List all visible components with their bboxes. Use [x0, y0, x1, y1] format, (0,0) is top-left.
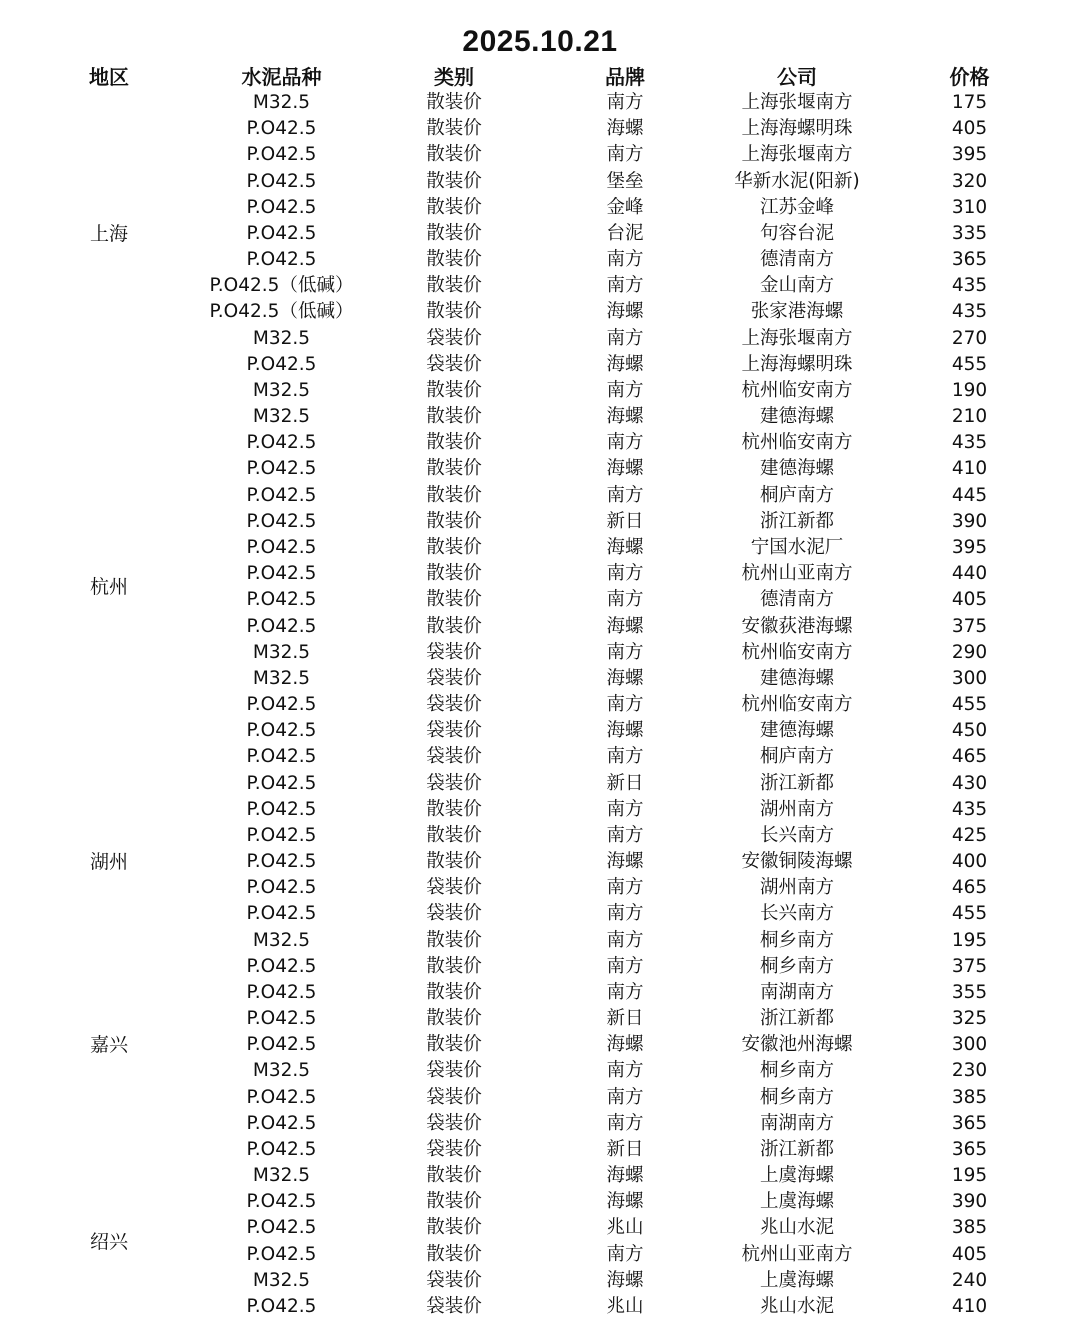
type-cell: 散装价 [426, 615, 482, 637]
type-cell: 袋装价 [426, 1138, 482, 1160]
brand-cell: 新日 [606, 1008, 644, 1030]
brand-cell: 南方 [606, 92, 644, 114]
price-cell: 390 [951, 1191, 988, 1213]
type-cell: 袋装价 [426, 1269, 482, 1291]
variety-cell: P.O42.5（低碱） [209, 275, 354, 297]
header-company: 公司 [777, 65, 817, 89]
company-cell: 建德海螺 [759, 667, 834, 689]
variety-cell: M32.5 [252, 1060, 311, 1082]
company-cell: 浙江新都 [759, 1138, 834, 1160]
table-row [24, 1163, 1056, 1189]
brand-cell: 南方 [606, 432, 644, 454]
company-cell: 浙江新都 [759, 772, 834, 794]
price-cell: 455 [951, 903, 988, 925]
brand-cell: 新日 [606, 1138, 644, 1160]
brand-cell: 南方 [606, 694, 644, 716]
company-cell: 金山南方 [759, 275, 834, 297]
header-type: 类别 [434, 65, 474, 89]
price-cell: 365 [951, 1112, 988, 1134]
company-cell: 上虞海螺 [759, 1191, 834, 1213]
cement-price-table [24, 61, 1056, 1320]
variety-cell: P.O42.5 [246, 824, 317, 846]
price-cell: 410 [951, 1295, 988, 1317]
variety-cell: M32.5 [252, 406, 311, 428]
company-cell: 杭州山亚南方 [741, 563, 853, 585]
variety-cell: P.O42.5 [246, 877, 317, 899]
variety-cell: P.O42.5 [246, 1191, 317, 1213]
type-cell: 散装价 [426, 484, 482, 506]
brand-cell: 新日 [606, 510, 644, 532]
price-cell: 425 [951, 824, 988, 846]
brand-cell: 海螺 [606, 667, 644, 689]
company-cell: 建德海螺 [759, 720, 834, 742]
brand-cell: 南方 [606, 746, 644, 768]
price-cell: 300 [951, 667, 988, 689]
brand-cell: 南方 [606, 641, 644, 663]
variety-cell: P.O42.5 [246, 798, 317, 820]
price-cell: 375 [951, 615, 988, 637]
brand-cell: 南方 [606, 824, 644, 846]
variety-cell: P.O42.5 [246, 1243, 317, 1265]
type-cell: 散装价 [426, 144, 482, 166]
variety-cell: P.O42.5 [246, 694, 317, 716]
price-cell: 195 [951, 929, 988, 951]
variety-cell: M32.5 [252, 929, 311, 951]
type-cell: 袋装价 [426, 903, 482, 925]
brand-cell: 南方 [606, 327, 644, 349]
variety-cell: P.O42.5 [246, 458, 317, 480]
type-cell: 袋装价 [426, 327, 482, 349]
brand-cell: 南方 [606, 144, 644, 166]
type-cell: 散装价 [426, 170, 482, 192]
company-cell: 建德海螺 [759, 458, 834, 480]
type-cell: 散装价 [426, 406, 482, 428]
brand-cell: 海螺 [606, 1269, 644, 1291]
price-cell: 385 [951, 1086, 988, 1108]
type-cell: 袋装价 [426, 746, 482, 768]
variety-cell: M32.5 [252, 667, 311, 689]
price-cell: 355 [951, 981, 988, 1003]
price-cell: 465 [951, 877, 988, 899]
variety-cell: P.O42.5 [246, 615, 317, 637]
company-cell: 桐乡南方 [759, 1060, 834, 1082]
variety-cell: M32.5 [252, 1269, 311, 1291]
price-cell: 190 [951, 379, 988, 401]
type-cell: 散装价 [426, 1243, 482, 1265]
company-cell: 江苏金峰 [759, 196, 834, 218]
type-cell: 袋装价 [426, 667, 482, 689]
company-cell: 安徽荻港海螺 [741, 615, 853, 637]
price-cell: 310 [951, 196, 988, 218]
type-cell: 散装价 [426, 798, 482, 820]
variety-cell: P.O42.5 [246, 1034, 317, 1056]
brand-cell: 南方 [606, 798, 644, 820]
type-cell: 袋装价 [426, 353, 482, 375]
type-cell: 散装价 [426, 432, 482, 454]
price-cell: 365 [951, 1138, 988, 1160]
type-cell: 散装价 [426, 1191, 482, 1213]
variety-cell: P.O42.5 [246, 249, 317, 271]
brand-cell: 海螺 [606, 118, 644, 140]
brand-cell: 南方 [606, 903, 644, 925]
brand-cell: 南方 [606, 1086, 644, 1108]
type-cell: 散装价 [426, 196, 482, 218]
type-cell: 散装价 [426, 824, 482, 846]
type-cell: 散装价 [426, 537, 482, 558]
price-cell: 320 [951, 170, 988, 192]
company-cell: 兆山水泥 [759, 1295, 834, 1317]
company-cell: 桐庐南方 [759, 746, 834, 768]
variety-cell: P.O42.5 [246, 1217, 317, 1239]
company-cell: 上虞海螺 [759, 1269, 834, 1291]
type-cell: 散装价 [426, 458, 482, 480]
company-cell: 德清南方 [759, 589, 834, 611]
company-cell: 杭州临安南方 [741, 641, 853, 663]
header-region: 地区 [89, 65, 129, 89]
type-cell: 散装价 [426, 379, 482, 401]
table-row [24, 928, 1056, 954]
brand-cell: 金峰 [606, 196, 644, 218]
price-cell: 445 [951, 484, 988, 506]
variety-cell: P.O42.5 [246, 118, 317, 140]
type-cell: 袋装价 [426, 1112, 482, 1134]
price-cell: 450 [951, 720, 988, 742]
table-row [24, 797, 1056, 823]
variety-cell: P.O42.5 [246, 170, 317, 192]
price-cell: 405 [951, 1243, 988, 1265]
price-cell: 325 [951, 1008, 988, 1030]
company-cell: 桐乡南方 [759, 955, 834, 977]
price-cell: 455 [951, 694, 988, 716]
brand-cell: 南方 [606, 1112, 644, 1134]
variety-cell: P.O42.5 [246, 144, 317, 166]
company-cell: 湖州南方 [759, 798, 834, 820]
variety-cell: P.O42.5 [246, 432, 317, 454]
variety-cell: P.O42.5 [246, 589, 317, 611]
company-cell: 湖州南方 [759, 877, 834, 899]
region-cell: 湖州 [89, 851, 128, 874]
company-cell: 安徽池州海螺 [741, 1034, 853, 1056]
price-cell: 290 [951, 641, 988, 663]
variety-cell: M32.5 [252, 92, 311, 114]
price-cell: 440 [951, 563, 988, 585]
type-cell: 散装价 [426, 1034, 482, 1056]
header-variety: 水泥品种 [241, 65, 322, 89]
company-cell: 南湖南方 [759, 981, 834, 1003]
price-cell: 210 [951, 406, 988, 428]
table-body [24, 90, 1056, 1320]
type-cell: 袋装价 [426, 641, 482, 663]
variety-cell: P.O42.5 [246, 981, 317, 1003]
company-cell: 长兴南方 [759, 824, 834, 846]
type-cell: 散装价 [426, 851, 482, 873]
type-cell: 袋装价 [426, 1086, 482, 1108]
company-cell: 长兴南方 [759, 903, 834, 925]
price-cell: 335 [951, 222, 988, 244]
region-cell: 上海 [89, 222, 128, 245]
variety-cell: P.O42.5 [246, 1112, 317, 1134]
region-cell: 嘉兴 [89, 1034, 128, 1057]
price-cell: 395 [951, 537, 988, 558]
price-cell: 385 [951, 1217, 988, 1239]
variety-cell: P.O42.5（低碱） [209, 301, 354, 323]
price-cell: 435 [951, 301, 988, 323]
type-cell: 散装价 [426, 589, 482, 611]
type-cell: 散装价 [426, 563, 482, 585]
brand-cell: 南方 [606, 563, 644, 585]
brand-cell: 南方 [606, 1243, 644, 1265]
price-cell: 240 [951, 1269, 988, 1291]
type-cell: 散装价 [426, 1217, 482, 1239]
type-cell: 散装价 [426, 510, 482, 532]
price-cell: 395 [951, 144, 988, 166]
type-cell: 散装价 [426, 1165, 482, 1187]
company-cell: 杭州临安南方 [741, 694, 853, 716]
variety-cell: P.O42.5 [246, 510, 317, 532]
type-cell: 散装价 [426, 275, 482, 297]
brand-cell: 南方 [606, 379, 644, 401]
type-cell: 散装价 [426, 929, 482, 951]
price-cell: 405 [951, 589, 988, 611]
brand-cell: 海螺 [606, 406, 644, 428]
brand-cell: 南方 [606, 929, 644, 951]
variety-cell: P.O42.5 [246, 772, 317, 794]
variety-cell: P.O42.5 [246, 537, 317, 558]
brand-cell: 海螺 [606, 301, 644, 323]
company-cell: 上海海螺明珠 [741, 353, 853, 375]
brand-cell: 海螺 [606, 1165, 644, 1187]
price-cell: 230 [951, 1060, 988, 1082]
company-cell: 上海张堰南方 [741, 92, 853, 114]
company-cell: 桐庐南方 [759, 484, 834, 506]
company-cell: 桐乡南方 [759, 929, 834, 951]
variety-cell: P.O42.5 [246, 353, 317, 375]
price-cell: 405 [951, 118, 988, 140]
price-cell: 410 [951, 458, 988, 480]
header-brand: 品牌 [605, 65, 645, 89]
type-cell: 袋装价 [426, 1295, 482, 1317]
table-row [24, 378, 1056, 404]
brand-cell: 南方 [606, 249, 644, 271]
company-cell: 杭州临安南方 [741, 432, 853, 454]
variety-cell: P.O42.5 [246, 1008, 317, 1030]
brand-cell: 新日 [606, 772, 644, 794]
brand-cell: 南方 [606, 981, 644, 1003]
variety-cell: P.O42.5 [246, 1295, 317, 1317]
variety-cell: M32.5 [252, 379, 311, 401]
variety-cell: P.O42.5 [246, 746, 317, 768]
price-cell: 375 [951, 955, 988, 977]
type-cell: 袋装价 [426, 772, 482, 794]
company-cell: 上海海螺明珠 [741, 118, 853, 140]
price-cell: 175 [951, 92, 988, 114]
brand-cell: 海螺 [606, 851, 644, 873]
brand-cell: 海螺 [606, 1191, 644, 1213]
company-cell: 杭州山亚南方 [741, 1243, 853, 1265]
price-cell: 435 [951, 798, 988, 820]
company-cell: 德清南方 [759, 249, 834, 271]
type-cell: 散装价 [426, 301, 482, 323]
variety-cell: P.O42.5 [246, 196, 317, 218]
brand-cell: 堡垒 [606, 170, 644, 192]
brand-cell: 南方 [606, 955, 644, 977]
type-cell: 袋装价 [426, 694, 482, 716]
type-cell: 散装价 [426, 1008, 482, 1030]
price-cell: 270 [951, 327, 988, 349]
variety-cell: P.O42.5 [246, 222, 317, 244]
variety-cell: P.O42.5 [246, 563, 317, 585]
region-cell: 杭州 [89, 576, 128, 599]
company-cell: 杭州临安南方 [741, 379, 853, 401]
brand-cell: 兆山 [606, 1217, 644, 1239]
variety-cell: P.O42.5 [246, 1138, 317, 1160]
type-cell: 散装价 [426, 222, 482, 244]
table-row [24, 90, 1056, 116]
type-cell: 散装价 [426, 249, 482, 271]
company-cell: 安徽铜陵海螺 [741, 851, 853, 873]
type-cell: 袋装价 [426, 877, 482, 899]
variety-cell: P.O42.5 [246, 720, 317, 742]
price-cell: 465 [951, 746, 988, 768]
price-cell: 365 [951, 249, 988, 271]
company-cell: 浙江新都 [759, 1008, 834, 1030]
company-cell: 句容台泥 [759, 222, 834, 244]
company-cell: 上虞海螺 [759, 1165, 834, 1187]
brand-cell: 兆山 [606, 1295, 644, 1317]
brand-cell: 南方 [606, 484, 644, 506]
brand-cell: 海螺 [606, 1034, 644, 1056]
region-cell: 绍兴 [89, 1230, 128, 1253]
price-cell: 435 [951, 432, 988, 454]
variety-cell: P.O42.5 [246, 484, 317, 506]
page-title: 2025.10.21 [462, 25, 618, 58]
variety-cell: P.O42.5 [246, 851, 317, 873]
price-cell: 195 [951, 1165, 988, 1187]
brand-cell: 海螺 [606, 458, 644, 480]
variety-cell: P.O42.5 [246, 903, 317, 925]
price-cell: 455 [951, 353, 988, 375]
company-cell: 浙江新都 [759, 510, 834, 532]
variety-cell: M32.5 [252, 641, 311, 663]
brand-cell: 台泥 [606, 222, 644, 244]
variety-cell: M32.5 [252, 327, 311, 349]
brand-cell: 海螺 [606, 720, 644, 742]
variety-cell: P.O42.5 [246, 955, 317, 977]
price-cell: 435 [951, 275, 988, 297]
brand-cell: 海螺 [606, 537, 644, 558]
brand-cell: 南方 [606, 877, 644, 899]
brand-cell: 南方 [606, 1060, 644, 1082]
variety-cell: M32.5 [252, 1165, 311, 1187]
company-cell: 张家港海螺 [750, 301, 844, 323]
type-cell: 散装价 [426, 955, 482, 977]
company-cell: 华新水泥(阳新) [734, 170, 860, 192]
price-cell: 300 [951, 1034, 988, 1056]
type-cell: 散装价 [426, 118, 482, 140]
header-price: 价格 [949, 65, 990, 89]
company-cell: 南湖南方 [759, 1112, 834, 1134]
brand-cell: 南方 [606, 589, 644, 611]
price-cell: 390 [951, 510, 988, 532]
header-row [24, 61, 1056, 90]
company-cell: 兆山水泥 [759, 1217, 834, 1239]
brand-cell: 海螺 [606, 353, 644, 375]
company-cell: 宁国水泥厂 [750, 537, 844, 558]
company-cell: 建德海螺 [759, 406, 834, 428]
variety-cell: P.O42.5 [246, 1086, 317, 1108]
price-cell: 400 [951, 851, 988, 873]
type-cell: 散装价 [426, 981, 482, 1003]
company-cell: 上海张堰南方 [741, 327, 853, 349]
type-cell: 袋装价 [426, 1060, 482, 1082]
price-cell: 430 [951, 772, 988, 794]
brand-cell: 海螺 [606, 615, 644, 637]
company-cell: 桐乡南方 [759, 1086, 834, 1108]
company-cell: 上海张堰南方 [741, 144, 853, 166]
type-cell: 散装价 [426, 92, 482, 114]
brand-cell: 南方 [606, 275, 644, 297]
type-cell: 袋装价 [426, 720, 482, 742]
